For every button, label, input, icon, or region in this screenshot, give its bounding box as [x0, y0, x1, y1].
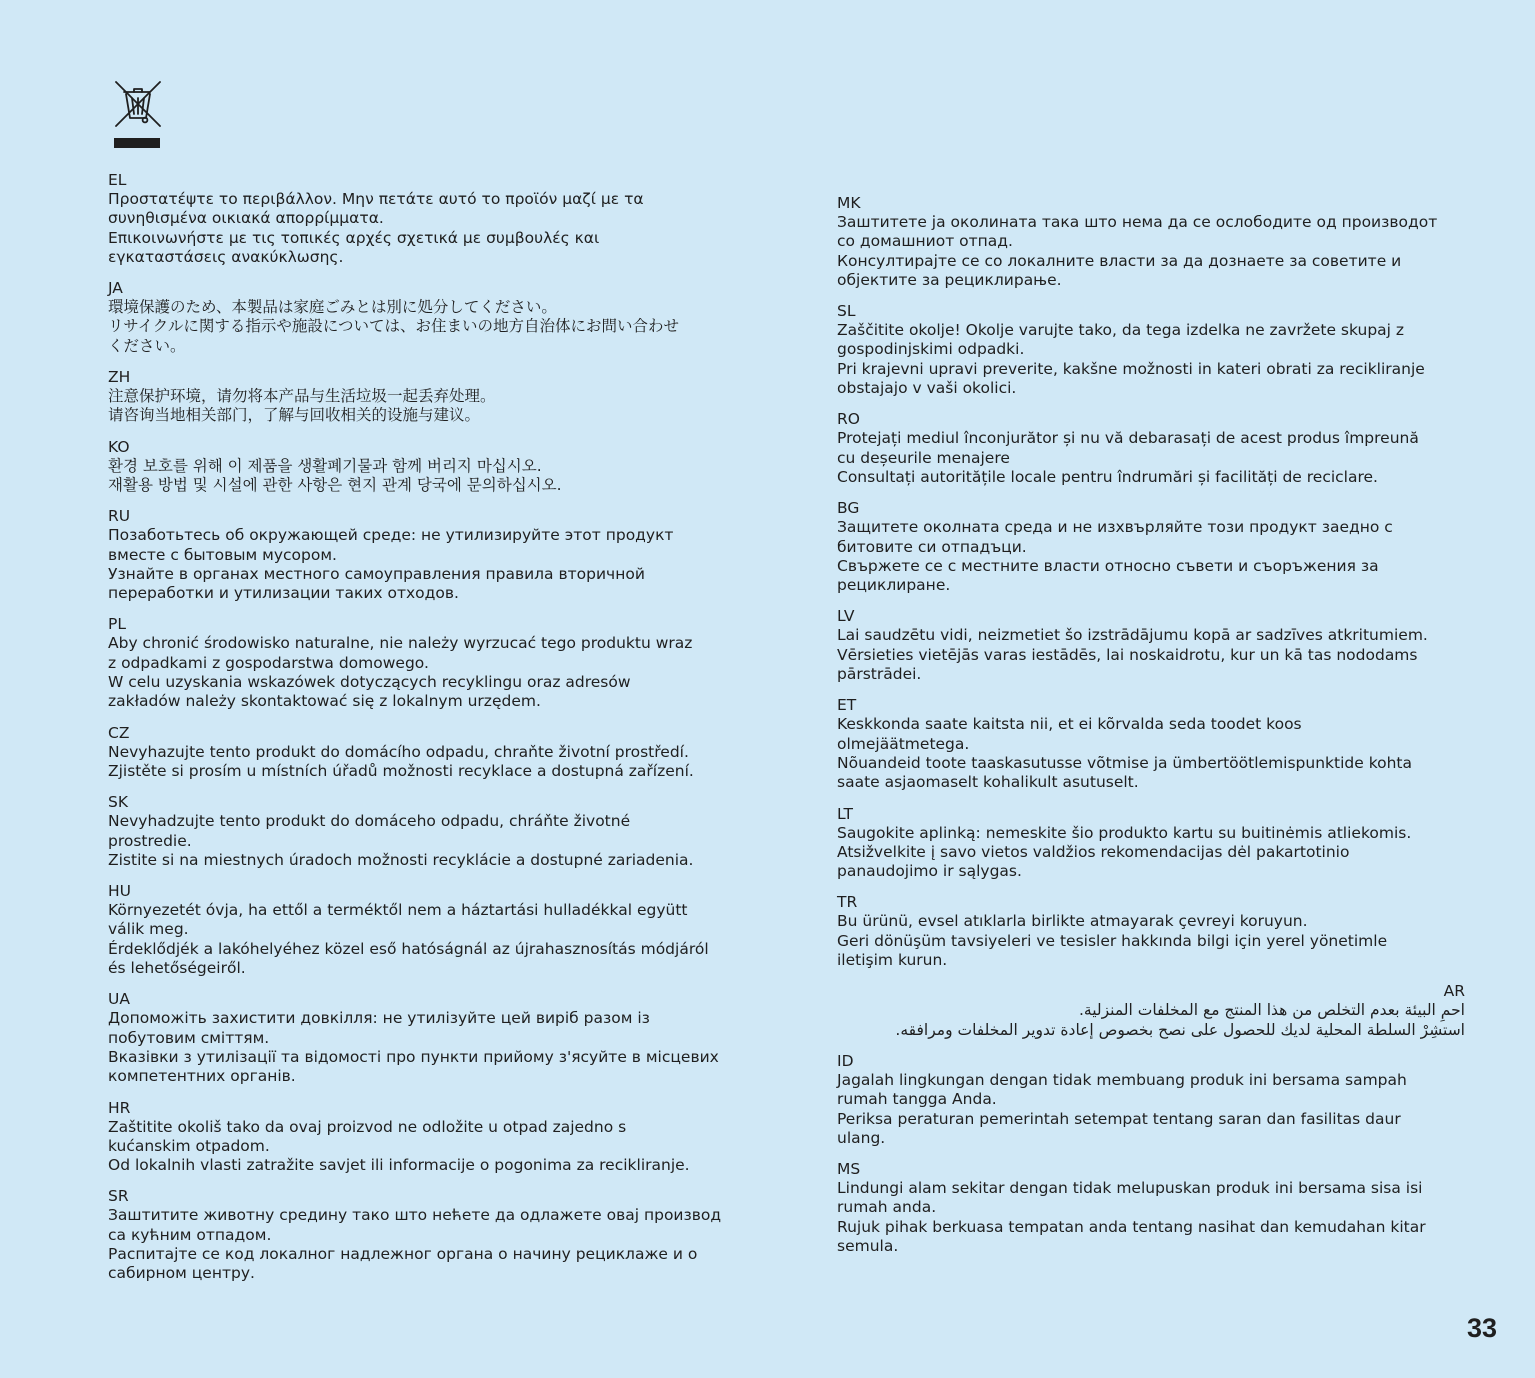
language-section-lt: [837, 805, 1482, 882]
instruction-line: Rujuk pihak berkuasa tempatan anda tentang nasihat dan kemudahan kitar: [837, 1217, 1426, 1236]
language-section-tr: [837, 893, 1482, 970]
language-code: HU: [108, 882, 132, 901]
language-code: RU: [108, 507, 131, 526]
language-code: LT: [837, 804, 853, 823]
language-code: ID: [837, 1051, 854, 1070]
instruction-line: Aby chronić środowisko naturalne, nie należy wyrzucać tego produktu wraz: [108, 634, 693, 653]
language-code: MS: [837, 1160, 861, 1179]
language-code: AR: [1443, 982, 1465, 1001]
instruction-line: obstajajo v vaši okolici.: [837, 379, 1017, 398]
instruction-line: iletişim kurun.: [837, 951, 948, 970]
instruction-line: Bu ürünü, evsel atıklarla birlikte atmayarak çevreyi koruyun.: [837, 912, 1308, 931]
language-code: TR: [837, 893, 858, 912]
instruction-line: Заштитите животну средину тако што нећете да одлажете овај производ: [108, 1206, 722, 1225]
instruction-line: Keskkonda saate kaitsta nii, et ei kõrvalda seda toodet koos: [837, 715, 1302, 734]
left-column: [108, 171, 753, 1296]
instruction-line: вместе с бытовым мусором.: [108, 545, 337, 564]
instruction-line: Вказівки з утилізації та відомості про пункти прийому з'ясуйте в місцевих: [108, 1047, 719, 1066]
instruction-line: cu deșeurile menajere: [837, 448, 1010, 467]
instruction-line: Jagalah lingkungan dengan tidak membuang produk ini bersama sampah: [837, 1070, 1407, 1089]
language-section-id: [837, 1052, 1482, 1148]
instruction-line: со домашниот отпад.: [837, 232, 1013, 251]
language-code: RO: [837, 410, 860, 429]
instruction-line: リサイクルに関する指示や施設については、お住まいの地方自治体にお問い合わせ: [108, 317, 680, 336]
instruction-line: Pri krajevni upravi preverite, kakšne možnosti in kateri obrati za recikliranje: [837, 359, 1425, 378]
instruction-line: битовите си отпадъци.: [837, 537, 1027, 556]
instruction-line: објектите за рециклирање.: [837, 270, 1062, 289]
instruction-line: Допоможіть захистити довкілля: не утилізуйте цей виріб разом із: [108, 1009, 650, 1028]
right-column: [837, 194, 1482, 1268]
instruction-line: és lehetőségeiről.: [108, 959, 246, 978]
instruction-line: Consultați autoritățile locale pentru îndrumări și facilități de reciclare.: [837, 467, 1378, 486]
instruction-line: Lindungi alam sekitar dengan tidak melupuskan produk ini bersama sisa isi: [837, 1179, 1423, 1198]
instruction-line: Protejați mediul înconjurător și nu vă debarasați de acest produs împreună: [837, 429, 1419, 448]
language-section-ro: [837, 410, 1482, 487]
instruction-line: сабирном центру.: [108, 1264, 255, 1283]
crossed-out-wheelie-bin-icon: [112, 78, 164, 150]
instruction-line: Saugokite aplinką: nemeskite šio produkto kartu su buitinėmis atliekomis.: [837, 823, 1412, 842]
instruction-line: συνηθισμένα οικιακά απορρίμματα.: [108, 209, 384, 228]
instruction-line: prostredie.: [108, 831, 192, 850]
instruction-line: 注意保护环境，请勿将本产品与生活垃圾一起丢弃处理。: [108, 387, 496, 406]
instruction-line: gospodinjskimi odpadki.: [837, 340, 1025, 359]
language-section-ms: [837, 1160, 1482, 1256]
instruction-line: zakładów należy skontaktować się z lokalnym urzędem.: [108, 692, 541, 711]
language-section-sl: [837, 302, 1482, 398]
instruction-line: olmejäätmetega.: [837, 734, 970, 753]
instruction-line: saate asjaomaselt kohalikult asutuselt.: [837, 773, 1139, 792]
instruction-line: Заштитете ја околината така што нема да се ослободите од производот: [837, 213, 1438, 231]
instruction-line: pārstrādei.: [837, 665, 922, 684]
language-code: SL: [837, 302, 856, 321]
language-code: JA: [108, 279, 123, 298]
instruction-line: 请咨询当地相关部门，了解与回收相关的设施与建议。: [108, 406, 481, 425]
instruction-line: компетентних органів.: [108, 1067, 296, 1086]
page-number: 33: [1466, 1313, 1497, 1343]
language-code: KO: [108, 437, 130, 456]
language-section-ja: [108, 279, 753, 356]
language-code: EL: [108, 171, 127, 189]
instruction-line: semula.: [837, 1236, 899, 1255]
language-section-ua: [108, 990, 753, 1086]
instruction-line: Консултирајте се со локалните власти за да дознаете за советите и: [837, 251, 1402, 270]
instruction-line: válik meg.: [108, 920, 189, 939]
language-section-sr: [108, 1187, 753, 1283]
instruction-line: Zjistěte si prosím u místních úřadů možnosti recyklace a dostupná zařízení.: [108, 761, 694, 780]
instruction-line: Érdeklődjék a lakóhelyéhez közel eső hatóságnál az újrahasznosítás módjáról: [108, 939, 709, 958]
instruction-line: Geri dönüşüm tavsiyeleri ve tesisler hakkında bilgi için yerel yönetimle: [837, 931, 1388, 950]
language-code: ZH: [108, 368, 131, 387]
instruction-line: Προστατέψτε το περιβάλλον. Μην πετάτε αυτό το προϊόν μαζί με τα: [108, 190, 644, 208]
instruction-line: ulang.: [837, 1128, 886, 1147]
language-section-ko: [108, 438, 753, 496]
language-section-ru: [108, 507, 753, 603]
instruction-line: 環境保護のため、本製品は家庭ごみとは別に処分してください。: [108, 298, 557, 317]
language-code: PL: [108, 615, 126, 634]
language-section-et: [837, 696, 1482, 792]
language-code: UA: [108, 990, 130, 1009]
instruction-line: rumah anda.: [837, 1198, 937, 1217]
instruction-line: Nevyhazujte tento produkt do domácího odpadu, chraňte životní prostředí.: [108, 742, 689, 761]
language-code: LV: [837, 607, 855, 626]
instruction-line: Periksa peraturan pemerintah setempat tentang saran dan fasilitas daur: [837, 1109, 1401, 1128]
instruction-line: переработки и утилизации таких отходов.: [108, 584, 459, 603]
instruction-line: Позаботьтесь об окружающей среде: не утилизируйте этот продукт: [108, 526, 674, 545]
instruction-line: kućanskim otpadom.: [108, 1136, 270, 1155]
instruction-line: z odpadkami z gospodarstwa domowego.: [108, 653, 429, 672]
instruction-line: Защитете околната среда и не изхвърляйте този продукт заедно с: [837, 518, 1393, 537]
language-code: CZ: [108, 723, 130, 742]
instruction-line: Zistite si na miestnych úradoch možnosti recyklácie a dostupné zariadenia.: [108, 850, 694, 869]
language-code: ET: [837, 696, 857, 715]
instruction-line: Nõuandeid toote taaskasutusse võtmise ja ümbertöötlemispunktide kohta: [837, 753, 1412, 772]
language-code: HR: [108, 1098, 131, 1117]
instruction-line: Nevyhadzujte tento produkt do domáceho odpadu, chráňte životné: [108, 812, 631, 831]
language-section-zh: [108, 368, 753, 426]
language-section-hu: [108, 882, 753, 978]
instruction-line: W celu uzyskania wskazówek dotyczących recyklingu oraz adresów: [108, 673, 631, 692]
instruction-line: Környezetét óvja, ha ettől a terméktől nem a háztartási hulladékkal együtt: [108, 901, 688, 920]
instruction-line: rumah tangga Anda.: [837, 1090, 997, 1109]
language-code: BG: [837, 499, 860, 518]
instruction-line: ください。: [108, 336, 186, 355]
language-section-hr: [108, 1099, 753, 1176]
instruction-line: Vērsieties vietējās varas iestādēs, lai noskaidrotu, kur un kā tas nododams: [837, 645, 1418, 664]
instruction-line: Zaščitite okolje! Okolje varujte tako, da tega izdelka ne zavržete skupaj z: [837, 321, 1405, 340]
instruction-line: Lai saudzētu vidi, neizmetiet šo izstrādājumu kopā ar sadzīves atkritumiem.: [837, 626, 1428, 645]
instruction-line: Распитајте се код локалног надлежног органа о начину рециклаже и о: [108, 1244, 698, 1263]
instruction-line: استشِرْ السلطة المحلية لديك للحصول على نصح بخصوص إعادة تدوير المخلفات ومرافقه.: [895, 1020, 1465, 1039]
language-section-ar: [837, 982, 1465, 1040]
instruction-line: Zaštitite okoliš tako da ovaj proizvod ne odložite u otpad zajedno s: [108, 1117, 627, 1136]
language-section-lv: [837, 607, 1482, 684]
instruction-line: 재활용 방법 및 시설에 관한 사항은 현지 관계 당국에 문의하십시오.: [108, 475, 562, 494]
language-section-sk: [108, 793, 753, 870]
language-section-mk: [837, 194, 1482, 290]
instruction-line: Свържете се с местните власти относно съвети и съоръжения за: [837, 556, 1379, 575]
language-section-bg: [837, 499, 1482, 595]
instruction-line: Επικοινωνήστε με τις τοπικές αρχές σχετικά με συμβουλές και: [108, 228, 600, 247]
language-code: MK: [837, 194, 861, 212]
instruction-line: са кућним отпадом.: [108, 1225, 272, 1244]
instruction-line: Узнайте в органах местного самоуправления правила вторичной: [108, 564, 645, 583]
instruction-line: Atsižvelkite į savo vietos valdžios rekomendacijas dėl pakartotinio: [837, 842, 1350, 861]
instruction-line: 환경 보호를 위해 이 제품을 생활폐기물과 함께 버리지 마십시오.: [108, 456, 542, 475]
language-section-cz: [108, 724, 753, 782]
instruction-line: εγκαταστάσεις ανακύκλωσης.: [108, 247, 344, 266]
language-code: SR: [108, 1187, 129, 1206]
instruction-line: рециклиране.: [837, 576, 951, 595]
language-code: SK: [108, 793, 129, 812]
instruction-line: побутовим сміттям.: [108, 1028, 270, 1047]
instruction-line: Od lokalnih vlasti zatražite savjet ili informacije o pogonima za recikliranje.: [108, 1156, 690, 1175]
language-section-pl: [108, 615, 753, 711]
instruction-line: panaudojimo ir sąlygas.: [837, 862, 1022, 881]
instruction-line: احمِ البيئة بعدم التخلص من هذا المنتج مع المخلفات المنزلية.: [1078, 1001, 1465, 1020]
language-section-el: [108, 171, 753, 267]
